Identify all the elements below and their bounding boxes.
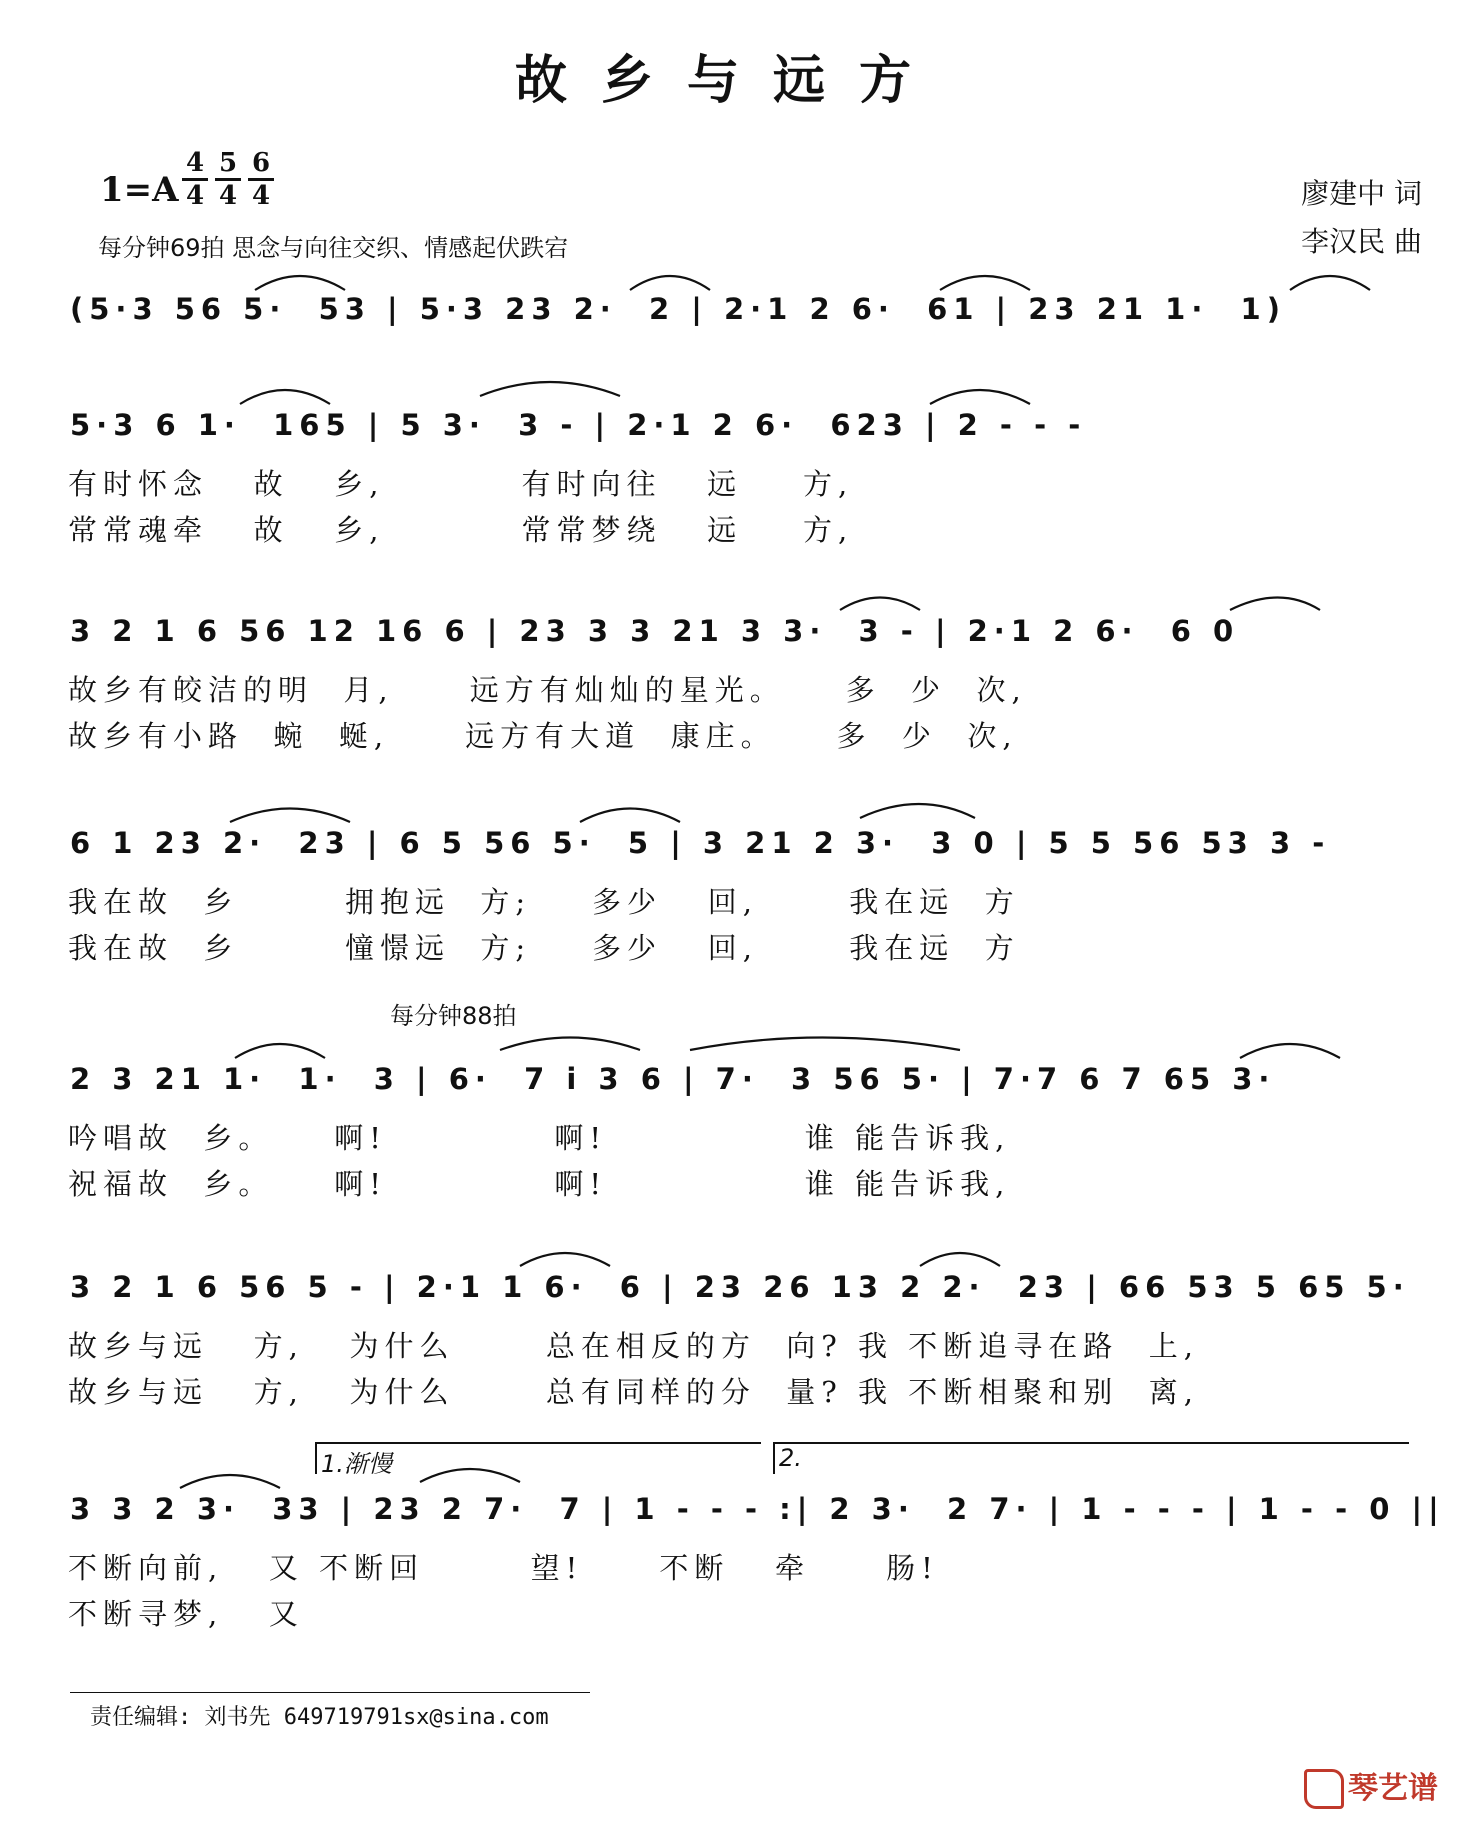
lyric-system-2-verse-2: 常常魂牵 故 乡, 常常梦绕 远 方, bbox=[68, 513, 854, 547]
lyric-system-3-verse-2: 故乡有小路 蜿 蜒, 远方有大道 康庄。 多 少 次, bbox=[68, 719, 1018, 753]
time-signature-5-4: 5 4 bbox=[213, 148, 243, 211]
tempo-marking: 每分钟69拍 思念与向往交织、情感起伏跌宕 bbox=[98, 234, 569, 262]
lyric-system-5-verse-1: 吟唱故 乡。 啊! 啊! 谁 能告诉我, bbox=[68, 1121, 1011, 1155]
lyric-system-7-verse-1: 不断向前, 又 不断回 望! 不断 牵 肠! bbox=[68, 1551, 939, 1585]
logo-icon bbox=[1304, 1769, 1344, 1809]
lyric-system-7-verse-2: 不断寻梦, 又 bbox=[68, 1597, 304, 1631]
lyric-system-5-verse-2: 祝福故 乡。 啊! 啊! 谁 能告诉我, bbox=[68, 1167, 1011, 1201]
notation-system-6: 3 2 1 6 56 5 - | 2·1 1 6· 6 | 23 26 13 2 2· 23 | 66 53 5 65 5· bbox=[70, 1270, 1410, 1304]
lyricist: 廖建中 词 bbox=[1301, 177, 1422, 210]
lyric-system-4-verse-1: 我在故 乡 拥抱远 方; 多少 回, 我在远 方 bbox=[68, 885, 1020, 919]
site-logo: 琴艺谱 bbox=[1304, 1763, 1438, 1810]
notation-system-5: 2 3 21 1· 1· 3 | 6· 7 i 3 6 | 7· 3 56 5· | 7·7 6 7 65 3· bbox=[70, 1062, 1276, 1096]
volta-2: 2. bbox=[773, 1442, 1409, 1474]
notation-system-2: 5·3 6 1· 165 | 5 3· 3 - | 2·1 2 6· 623 | 2 - - - bbox=[70, 408, 1087, 442]
song-title: 故乡与远方 bbox=[514, 50, 945, 111]
notation-system-4: 6 1 23 2· 23 | 6 5 56 5· 5 | 3 21 2 3· 3 0 | 5 5 56 53 3 - bbox=[70, 826, 1331, 860]
composer: 李汉民 曲 bbox=[1301, 225, 1422, 258]
tempo-change-marking: 每分钟88拍 bbox=[390, 1002, 517, 1030]
lyric-system-3-verse-1: 故乡有皎洁的明 月, 远方有灿灿的星光。 多 少 次, bbox=[68, 673, 1027, 707]
key-signature: 1=A bbox=[100, 170, 179, 210]
lyric-system-6-verse-1: 故乡与远 方, 为什么 总在相反的方 向? 我 不断追寻在路 上, bbox=[68, 1329, 1199, 1363]
time-signature-6-4: 6 4 bbox=[246, 148, 276, 211]
lyric-system-6-verse-2: 故乡与远 方, 为什么 总有同样的分 量? 我 不断相聚和别 离, bbox=[68, 1375, 1199, 1409]
footer-divider bbox=[70, 1692, 590, 1693]
notation-system-3: 3 2 1 6 56 12 16 6 | 23 3 3 21 3 3· 3 - | 2·1 2 6· 6 0 bbox=[70, 614, 1240, 648]
footer-editor: 责任编辑: 刘书先 649719791sx@sina.com bbox=[90, 1705, 549, 1730]
time-signature-4-4: 4 4 bbox=[180, 148, 210, 211]
notation-system-7: 3 3 2 3· 33 | 23 2 7· 7 | 1 - - - :| 2 3· 2 7· | 1 - - - | 1 - - 0 || bbox=[70, 1492, 1445, 1526]
lyric-system-2-verse-1: 有时怀念 故 乡, 有时向往 远 方, bbox=[68, 467, 854, 501]
lyric-system-4-verse-2: 我在故 乡 憧憬远 方; 多少 回, 我在远 方 bbox=[68, 931, 1020, 965]
volta-1: 1.渐慢 bbox=[315, 1442, 761, 1474]
notation-system-1: (5·3 56 5· 53 | 5·3 23 2· 2 | 2·1 2 6· 61 | 23 21 1· 1) bbox=[70, 292, 1286, 326]
